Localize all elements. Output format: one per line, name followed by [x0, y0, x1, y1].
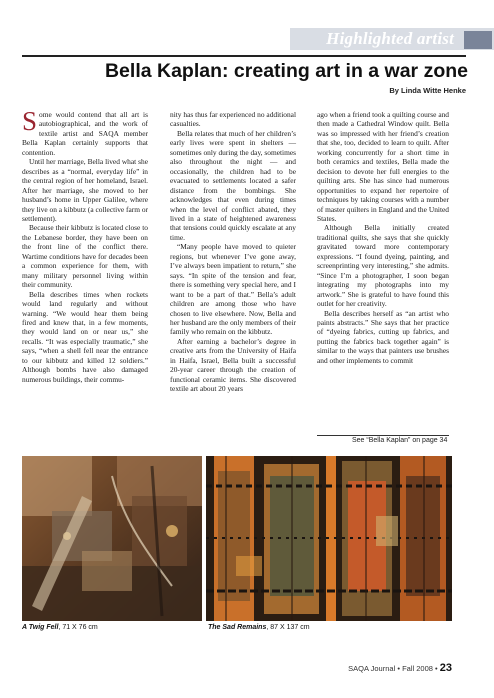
journal-name: SAQA Journal — [348, 664, 396, 673]
paragraph: Because their kibbutz is located close to the Lebanese border, they have been on the front line of the conflict there. Wartime conditions have for decades been a common experience for them, with many military personnel living within their community. — [22, 223, 148, 290]
paragraph: Although Bella initially created traditional quilts, she says that she quickly gravitated toward more contemporary expressions. “I found dyeing, painting, and screenprinting very interesting,” she admits. “Since I’m a photographer, I soon began integrating my photographs into my artwork.” She is grateful to have found this outlet for her creativity. — [317, 223, 449, 309]
page-number: 23 — [439, 662, 452, 674]
section-tab — [464, 31, 492, 49]
paragraph: “Many people have moved to quieter regions, but whenever I’ve gone away, I’ve always been impatient to return,” she says. “In spite of the tension and fear, there is something very special here, and I want to be a part of that.” Bella’s adult children are among those who have chosen to live elsewhere. Now, Bella and her husband are the only members of their family who remain on the kibbutz. — [170, 242, 296, 337]
artwork-title: A Twig Fell — [22, 624, 59, 631]
paragraph: Bella relates that much of her children’s early lives were spent in shelters — sometimes only during the day, sometimes also throughout the night — and occasionally, the children had to be evacuated to settlements located a safer distance from the bombings. She acknowledges that even during times when the level of conflict abated, they lived in a state of heightened awareness that tensions could quickly escalate at any time. — [170, 128, 296, 242]
caption-artwork-1 — [22, 624, 98, 631]
artwork-the-sad-remains — [206, 456, 452, 621]
artwork-image — [206, 456, 452, 621]
headline-rule — [22, 55, 466, 57]
paragraph: Bella describes herself as “an artist who paints abstracts.” She says that her practice of “dyeing fabrics, cutting up fabrics, and putting the fabrics back together again” is similar to the ways that painters use brushes and other implements to commit — [317, 308, 449, 365]
continued-note: See “Bella Kaplan” on page 34 — [352, 437, 448, 444]
separator: • — [435, 664, 438, 673]
paragraph: Bella describes times when rockets would land regularly and without warning. “We would hear them being fired and knew that, in a few moments, they would land on or near us,” she recalls. “It was especially traumatic,” she says, “when a shell fell near the entrance to our kibbutz and killed 12 soldiers.” Although bombs have also damaged numerous buildings, their commu- — [22, 289, 148, 384]
artwork-image — [22, 456, 202, 621]
issue-date: Fall 2008 — [402, 664, 433, 673]
separator: • — [397, 664, 400, 673]
artwork-a-twig-fell — [22, 456, 202, 621]
paragraph: Until her marriage, Bella lived what she describes as a “normal, everyday life” in the central region of her homeland, Israel. After her marriage, she moved to her husband’s home in Upper Galilee, where they live on a kibbutz (a collective farm or settlement). — [22, 157, 149, 223]
continued-rule — [317, 435, 449, 436]
paragraph: nity has thus far experienced no additional casualties. — [170, 110, 296, 129]
caption-artwork-2 — [208, 624, 310, 631]
article-column-1 — [22, 106, 149, 456]
paragraph: ago when a friend took a quilting course and then made a Cathedral Window quilt. Bella was so impressed with her friend’s creation that she, too, decided to learn to quilt. After working concurrently for a short time in both ceramics and textiles, Bella made the decision to devote her full energies to the quilting arts. She has since had numerous opportunities to expand her repertoire of techniques by taking courses with a number of master quilters in England and the United States. — [317, 110, 449, 223]
headline: Bella Kaplan: creating art in a war zone — [104, 60, 468, 82]
article-column-2 — [170, 110, 296, 456]
paragraph: After earning a bachelor’s degree in creative arts from the University of Haifa in Haifa, Israel, Bella built a successful 20-year career through the creation of functional ceramic items. She discovered textile art about 20 years — [170, 336, 296, 394]
artwork-title: The Sad Remains — [208, 624, 267, 631]
drop-cap: S — [22, 106, 38, 136]
paragraph: Some would contend that all art is autobiographical, and the work of textile artist and SAQA member Bella Kaplan certainly supports that contention. — [22, 106, 148, 157]
artwork-dimensions: , 71 X 76 cm — [58, 624, 98, 631]
artwork-dimensions: , 87 X 137 cm — [266, 624, 310, 631]
article-column-3 — [317, 110, 449, 436]
page-footer — [348, 662, 452, 674]
section-label: Highlighted artist — [326, 29, 454, 48]
byline: By Linda Witte Henke — [389, 86, 466, 95]
